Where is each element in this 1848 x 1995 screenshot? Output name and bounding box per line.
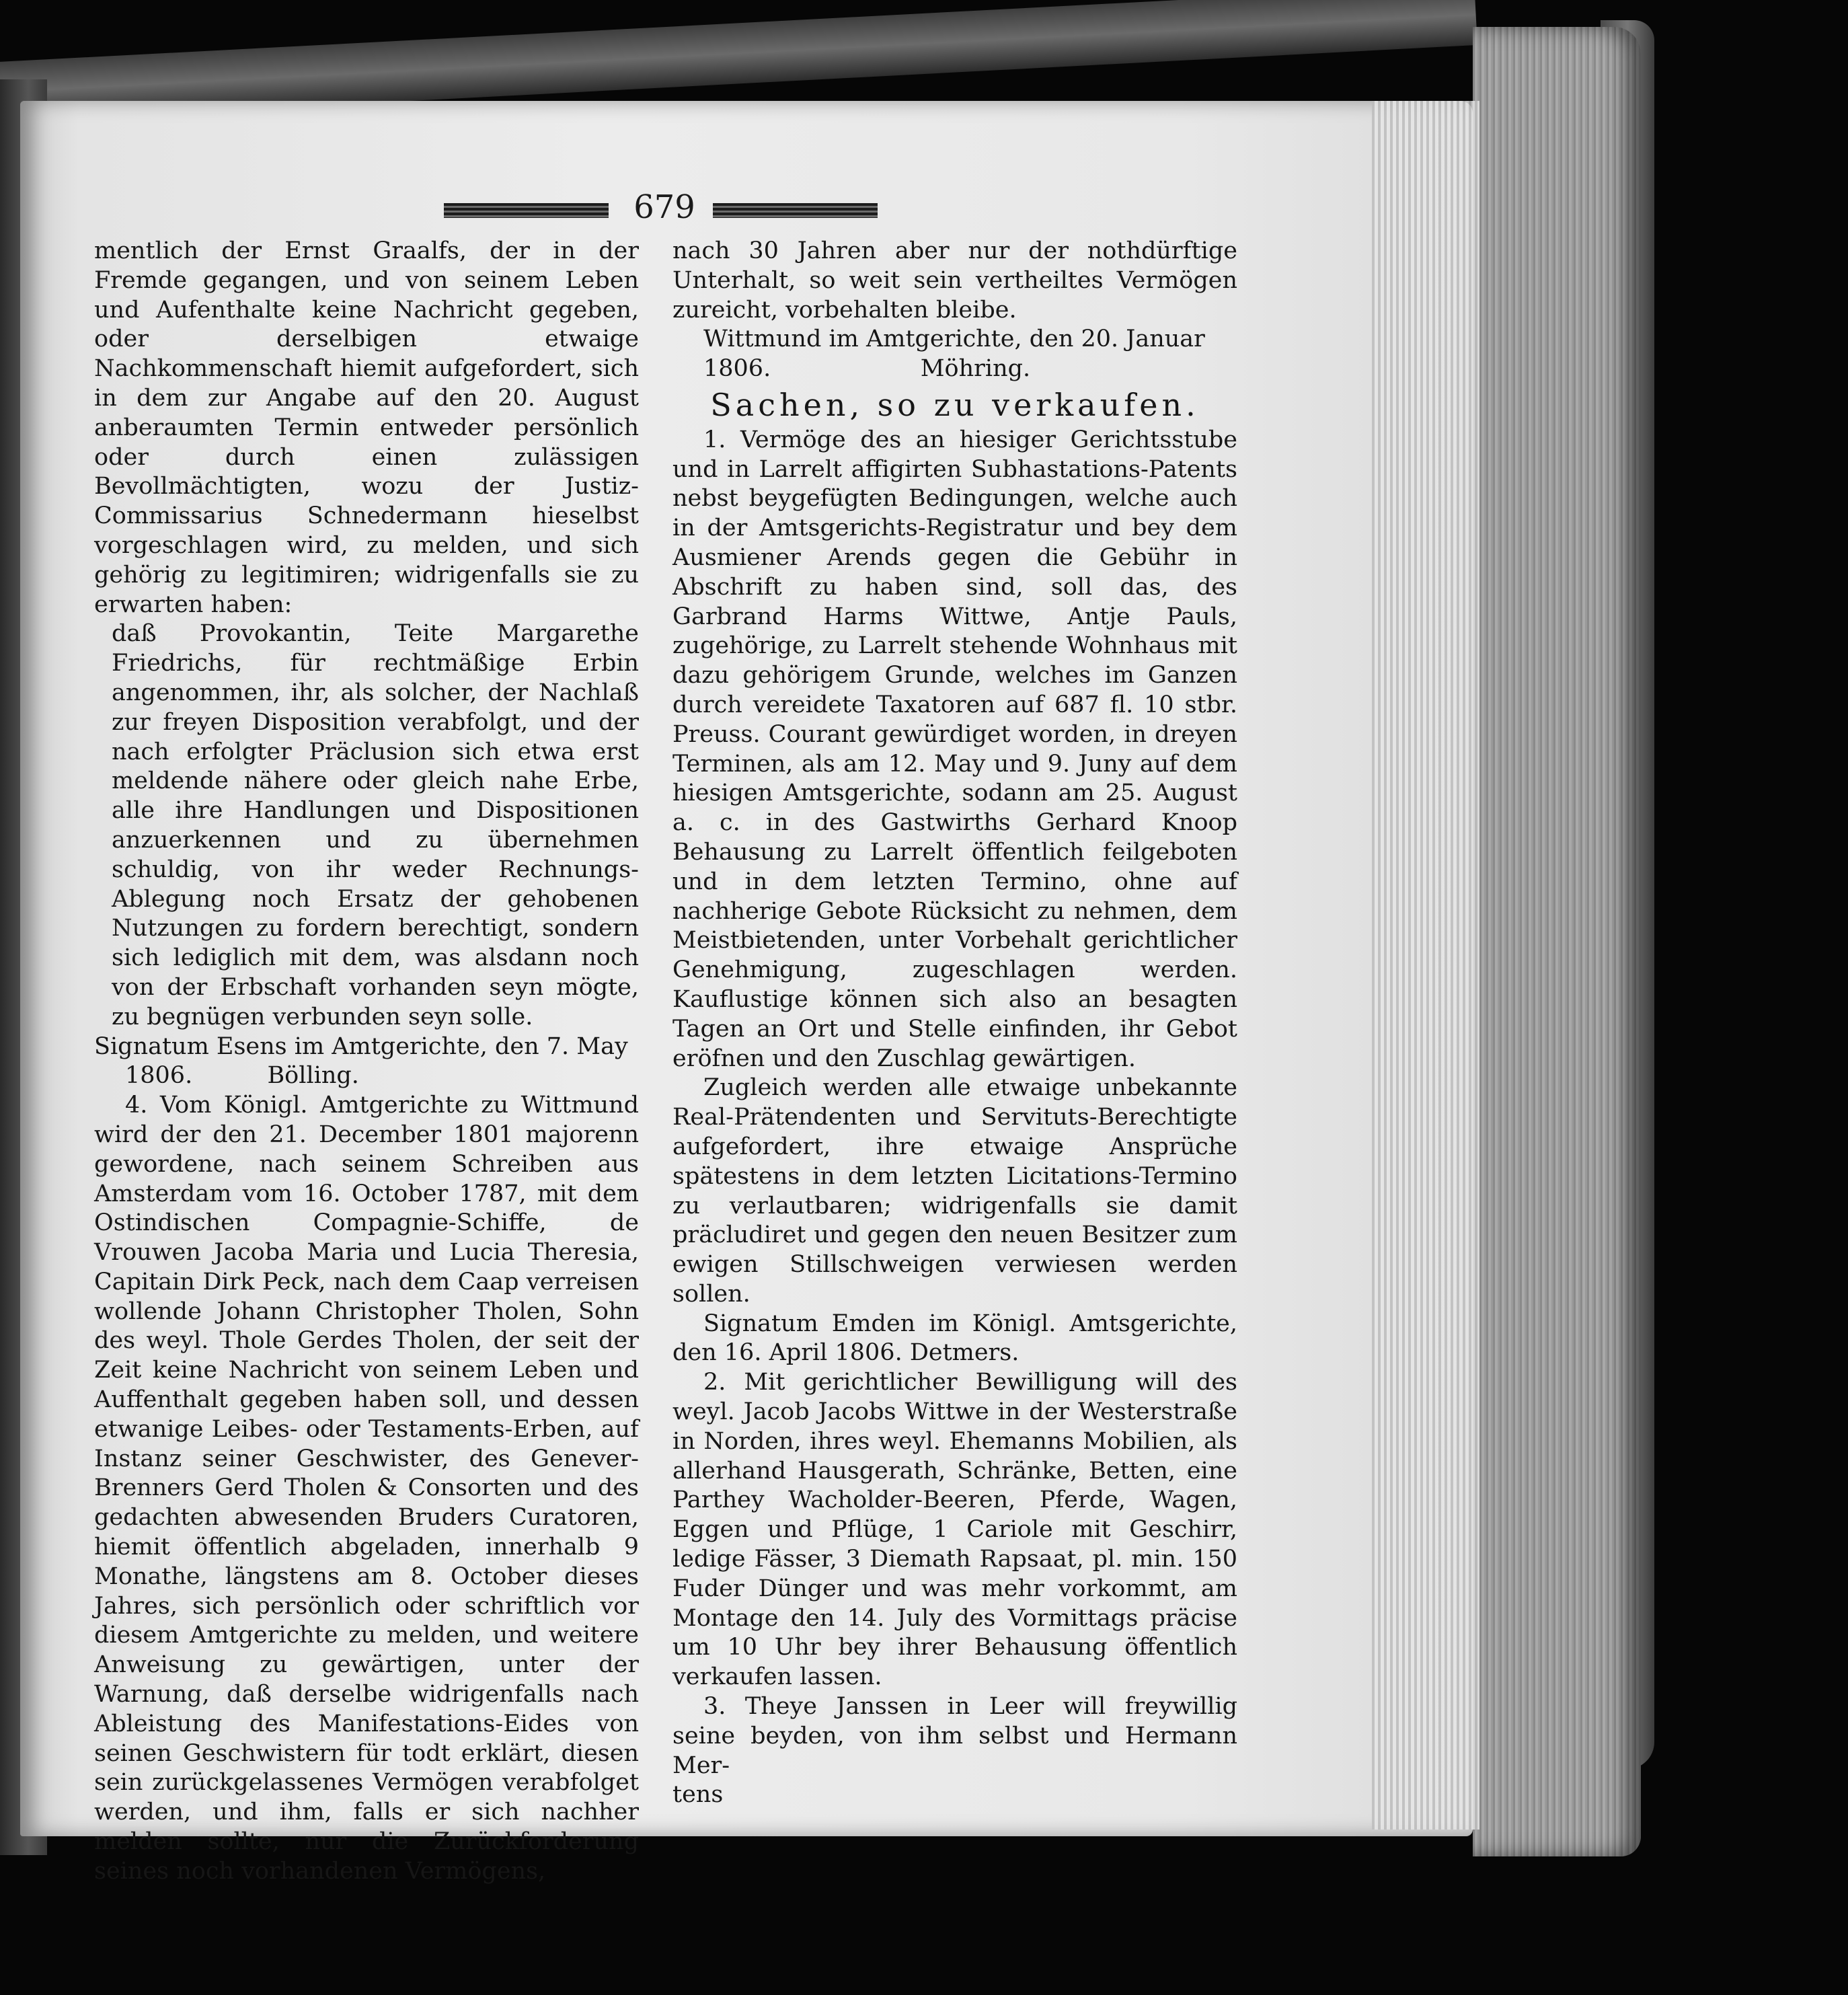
- page-number: 679: [633, 188, 695, 226]
- left-paragraph-1: mentlich der Ernst Graalfs, der in der Fremde gegangen, und von seinem Leben und Aufenthalte keine Nachricht gegeben, oder derselbigen etwaige Nachkommenschaft hiemit aufgefordert, sich in dem zur Angabe auf den 20. August anberaumten Termin entweder persönlich oder durch einen zulässigen Bevollmächtigten, wozu der Justiz-Commissarius Schnedermann hieselbst vorgeschlagen wird, zu melden, und sich gehörig zu legitimiren; widrigenfalls sie zu erwarten haben:: [94, 237, 639, 618]
- left-signature-date: 1806. Bölling.: [125, 1062, 359, 1090]
- header-rule-right: [713, 203, 878, 218]
- page-header: [444, 188, 874, 235]
- right-paragraph-sale-3: 3. Theye Janssen in Leer will freywillig seine beyden, von ihm selbst und Hermann Mer-: [672, 1693, 1237, 1779]
- left-signature-line: Signatum Esens im Amtgerichte, den 7. May: [94, 1032, 628, 1060]
- left-paragraph-2: daß Provokantin, Teite Margarethe Friedrichs, für rechtmäßige Erbin angenommen, ihr, als solcher, der Nachlaß zur freyen Disposition verabfolgt, und der nach erfolgter Präclusion sich etwa erst meldende nähere oder gleich nahe Erbe, alle ihre Handlungen und Dispositionen anzuerkennen und zu übernehmen schuldig, von ihr weder Rechnungs-Ablegung noch Ersatz der gehobenen Nutzungen zu fordern berechtigt, sondern sich lediglich mit dem, was alsdann noch von der Erbschaft vorhanden seyn mögte, zu begnügen verbunden seyn solle.: [112, 620, 639, 1030]
- section-title: Sachen, so zu verkaufen.: [710, 386, 1200, 423]
- catchword: tens: [672, 1781, 724, 1809]
- page-stack-edges: [1372, 101, 1479, 1830]
- right-dateline: Wittmund im Amtgerichte, den 20. Januar: [703, 326, 1205, 353]
- text-block-edge: [1473, 27, 1641, 1856]
- right-signature: 1806. Möhring.: [703, 355, 1031, 383]
- right-signature-emden: Signatum Emden im Königl. Amtsgerichte, den 16. April 1806. Detmers.: [672, 1310, 1237, 1367]
- left-paragraph-4: 4. Vom Königl. Amtgerichte zu Wittmund wird der den 21. December 1801 majorenn gewordene, nach seinem Schreiben aus Amsterdam vom 16. October 1787, mit dem Ostindischen Compagnie-Schiffe, de Vrouwen Jacoba Maria und Lucia Theresia, Capitain Dirk Peck, nach dem Caap verreisen wollende Johann Christopher Tholen, Sohn des weyl. Thole Gerdes Tholen, der seit der Zeit keine Nachricht von seinem Leben und Auffenthalt gegeben haben soll, und dessen etwanige Leibes- oder Testaments-Erben, auf Instanz seiner Geschwister, des Genever-Brenners Gerd Tholen & Consorten und des gedachten abwesenden Bruders Curatoren, hiemit öffentlich abgeladen, innerhalb 9 Monathe, längstens am 8. October dieses Jahres, sich persönlich oder schriftlich vor diesem Amtgerichte zu melden, und weitere Anweisung zu gewärtigen, unter der Warnung, daß derselbe widrigenfalls nach Ableistung des Manifestations-Eides von seinen Geschwistern für todt erklärt, diesen sein zurückgelassenes Vermögen verabfolget werden, und ihm, falls er sich nachher melden sollte, nur die Zurückforderung seines noch vorhandenen Vermögens,: [94, 1092, 639, 1885]
- right-column: [672, 237, 1237, 1810]
- right-paragraph-sale-1b: Zugleich werden alle etwaige unbekannte Real-Prätendenten und Servituts-Berechtigte aufgefordert, ihre etwaige Ansprüche spätestens in dem letzten Licitations-Termino zu verlautbaren; widrigenfalls sie damit präcludiret und gegen den neuen Besitzer zum ewigen Stillschweigen verwiesen werden sollen.: [672, 1074, 1237, 1308]
- right-paragraph-sale-2: 2. Mit gerichtlicher Bewilligung will des weyl. Jacob Jacobs Wittwe in der Westerstraße in Norden, ihres weyl. Ehemanns Mobilien, als allerhand Hausgerath, Schränke, Betten, eine Parthey Wacholder-Beeren, Pferde, Wagen, Eggen und Pflüge, 1 Cariole mit Geschirr, ledige Fässer, 3 Diemath Rapsaat, pl. min. 150 Fuder Dünger und was mehr vorkommt, am Montage den 14. July des Vormittags präcise um 10 Uhr bey ihrer Behausung öffentlich verkaufen lassen.: [672, 1369, 1237, 1691]
- header-rule-left: [444, 203, 609, 218]
- right-paragraph-1: nach 30 Jahren aber nur der nothdürftige Unterhalt, so weit sein vertheiltes Vermögen zureicht, vorbehalten bleibe.: [672, 237, 1237, 324]
- left-column: [94, 237, 639, 1887]
- right-paragraph-sale-1: 1. Vermöge des an hiesiger Gerichtsstube und in Larrelt affigirten Subhastations-Patents nebst beygefügten Bedingungen, welche auch in der Amtsgerichts-Registratur und bey dem Ausmiener Arends gegen die Gebühr in Abschrift zu haben sind, soll das, des Garbrand Harms Wittwe, Antje Pauls, zugehörige, zu Larrelt stehende Wohnhaus mit dazu gehörigem Grunde, welches im Ganzen durch vereidete Taxatoren auf 687 fl. 10 stbr. Preuss. Courant gewürdiget worden, in dreyen Terminen, als am 12. May und 9. Juny auf dem hiesigen Amtsgerichte, sodann am 25. August a. c. in des Gastwirths Gerhard Knoop Behausung zu Larrelt öffentlich feilgeboten und in dem letzten Termino, ohne auf nachherige Gebote Rücksicht zu nehmen, dem Meistbietenden, unter Vorbehalt gerichtlicher Genehmigung, zugeschlagen werden. Kauflustige können sich also an besagten Tagen an Ort und Stelle einfinden, ihr Gebot eröfnen und den Zuschlag gewärtigen.: [672, 426, 1237, 1072]
